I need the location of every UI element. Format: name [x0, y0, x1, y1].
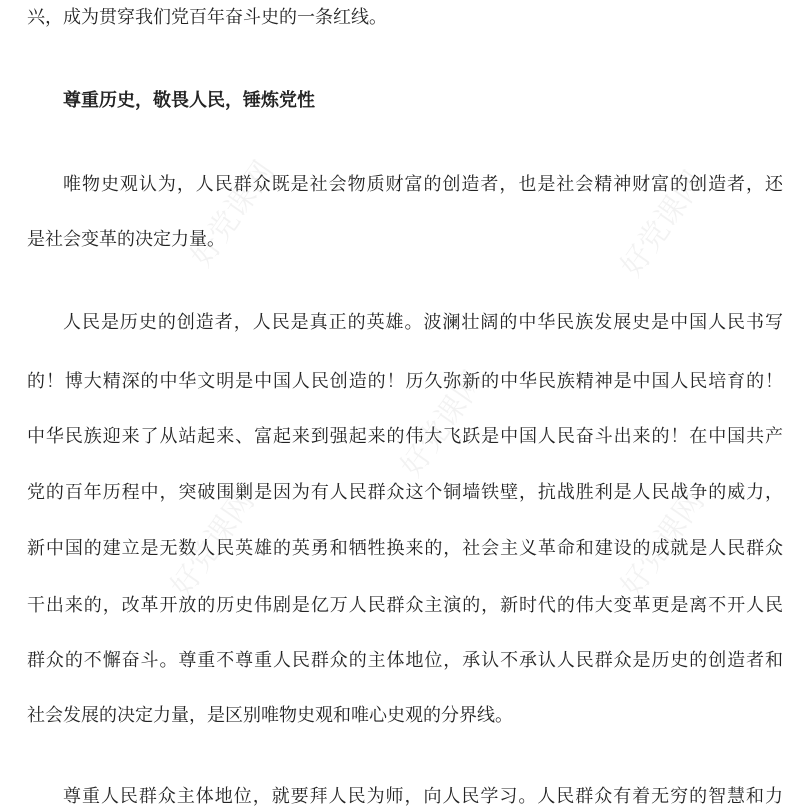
paragraph-line: 党的百年历程中，突破围剿是因为有人民群众这个铜墙铁壁，抗战胜利是人民战争的威力， [27, 482, 783, 503]
paragraph-line: 干出来的，改革开放的历史伟剧是亿万人民群众主演的，新时代的伟大变革更是离不开人民 [27, 595, 783, 616]
section-heading: 尊重历史，敬畏人民，锤炼党性 [63, 90, 315, 111]
paragraph-line: 社会发展的决定力量，是区别唯物史观和唯心史观的分界线。 [27, 705, 513, 726]
watermark-text: 好党课网 [614, 164, 712, 284]
paragraph-line: 群众的不懈奋斗。尊重不尊重人民群众的主体地位，承认不承认人民群众是历史的创造者和 [27, 650, 783, 671]
paragraph-line: 中华民族迎来了从站起来、富起来到强起来的伟大飞跃是中国人民奋斗出来的！在中国共产 [27, 426, 783, 447]
paragraph-line: 的！博大精深的中华文明是中国人民创造的！历久弥新的中华民族精神是中国人民培育的！ [27, 371, 783, 392]
paragraph-line: 兴，成为贯穿我们党百年奋斗史的一条红线。 [27, 7, 387, 28]
watermark-text: 好党课网 [614, 484, 712, 604]
watermark-text: 好党课网 [164, 484, 262, 604]
paragraph-line: 人民是历史的创造者，人民是真正的英雄。波澜壮阔的中华民族发展史是中国人民书写 [63, 312, 783, 333]
paragraph-line: 新中国的建立是无数人民英雄的英勇和牺牲换来的，社会主义革命和建设的成就是人民群众 [27, 538, 783, 559]
watermark-text: 好党课网 [394, 364, 492, 484]
paragraph-line: 尊重人民群众主体地位，就要拜人民为师，向人民学习。人民群众有着无穷的智慧和力 [63, 786, 783, 807]
paragraph-line: 唯物史观认为，人民群众既是社会物质财富的创造者，也是社会精神财富的创造者，还 [63, 174, 783, 195]
paragraph-line: 是社会变革的决定力量。 [27, 229, 225, 250]
watermark-text: 好党课网 [184, 154, 282, 274]
